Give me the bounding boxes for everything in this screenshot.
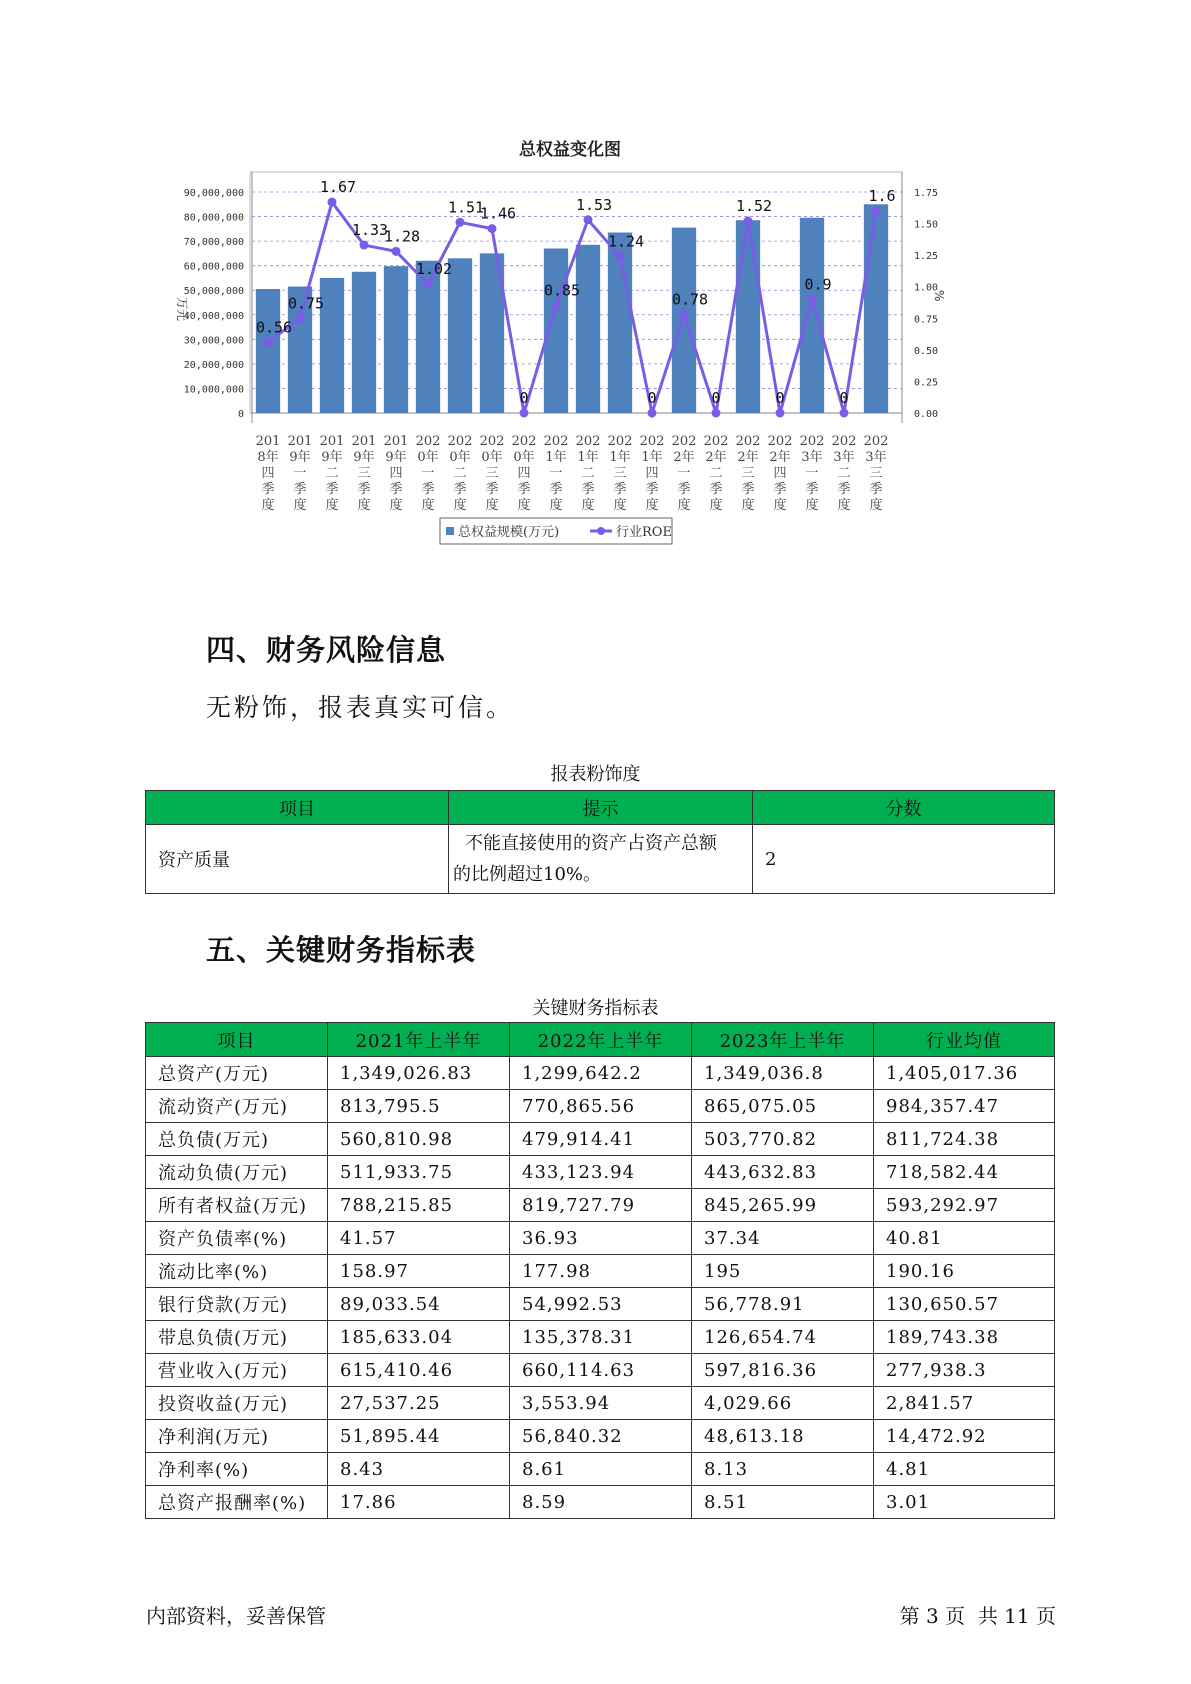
chart-bar (576, 245, 600, 413)
table-row (146, 1090, 1055, 1123)
kpi-item: 银行贷款(万元) (146, 1288, 328, 1321)
chart-y-left-tick: 90,000,000 (183, 188, 244, 199)
table-row (146, 1321, 1055, 1354)
chart-x-tick-label: 度 (805, 498, 819, 513)
chart-roe-point (392, 247, 401, 256)
kpi-item: 资产负债率(%) (146, 1222, 328, 1255)
chart-x-tick-label: 一 (549, 466, 563, 481)
kpi-2023: 37.34 (692, 1222, 874, 1255)
risk-hint-line2: 的比例超过10%。 (453, 864, 602, 885)
kpi-header-2022: 2022年上半年 (510, 1023, 692, 1057)
chart-x-tick-label: 度 (261, 498, 275, 513)
chart-roe-point (808, 295, 817, 304)
chart-legend-line-label: 行业ROE (616, 525, 672, 540)
chart-x-tick-label: 202 (415, 434, 441, 449)
risk-score: 2 (753, 825, 1055, 894)
kpi-table-header-row (146, 1023, 1055, 1057)
chart-x-tick-label: 一 (293, 466, 307, 481)
chart-x-tick-label: 季 (549, 482, 563, 497)
chart-x-tick-label: 度 (549, 498, 563, 513)
chart-x-tick-label: 度 (581, 498, 595, 513)
chart-roe-point (872, 206, 881, 215)
chart-x-tick-label: 四 (261, 466, 275, 481)
chart-x-tick-label: 二 (325, 466, 339, 481)
chart-data-label: 1.28 (383, 227, 421, 246)
chart-legend-bar-swatch (446, 527, 454, 535)
chart-roe-point (456, 218, 465, 227)
chart-x-tick-label: 2年 (705, 450, 727, 465)
chart-x-tick-label: 202 (447, 434, 473, 449)
kpi-2022: 3,553.94 (510, 1387, 692, 1420)
chart-x-tick-label: 0年 (449, 450, 471, 465)
chart-y-left-ticks (184, 188, 244, 420)
chart-roe-point (584, 215, 593, 224)
chart-y-left-tick: 10,000,000 (183, 384, 244, 396)
kpi-2021: 41.57 (328, 1222, 510, 1255)
kpi-2022: 770,865.56 (510, 1090, 692, 1123)
kpi-item: 投资收益(万元) (146, 1387, 328, 1420)
chart-x-tick-label: 9年 (385, 450, 407, 465)
chart-bar (352, 272, 376, 413)
chart-x-tick-label: 三 (869, 466, 883, 481)
kpi-2022: 56,840.32 (510, 1420, 692, 1453)
chart-y-left-tick: 20,000,000 (183, 359, 244, 371)
chart-x-tick-label: 8年 (257, 450, 279, 465)
chart-x-tick-label: 202 (831, 434, 857, 449)
kpi-header-industry-avg: 行业均值 (874, 1023, 1055, 1057)
chart-x-tick-label: 季 (517, 482, 531, 497)
chart-x-tick-label: 一 (421, 466, 435, 481)
chart-y-right-tick: 1.00 (914, 282, 939, 294)
kpi-industry-avg: 718,582.44 (874, 1156, 1055, 1189)
chart-x-tick-label: 0年 (417, 450, 439, 465)
kpi-item: 流动资产(万元) (146, 1090, 328, 1123)
chart-y-right-tick: 1.25 (914, 251, 939, 263)
chart-x-tick-label: 二 (581, 466, 595, 481)
chart-bar (672, 228, 696, 413)
chart-x-tick-label: 202 (799, 434, 825, 449)
chart-bar (448, 258, 472, 413)
kpi-item: 流动负债(万元) (146, 1156, 328, 1189)
chart-x-tick-label: 9年 (289, 450, 311, 465)
kpi-2021: 17.86 (328, 1486, 510, 1519)
chart-roe-point (296, 314, 305, 323)
chart-x-tick-label: 度 (709, 498, 723, 513)
chart-x-tick-label: 季 (453, 482, 467, 497)
chart-x-tick-label: 0年 (513, 450, 535, 465)
chart-data-label: 1.67 (319, 178, 357, 197)
risk-item: 资产质量 (146, 825, 449, 894)
kpi-item: 流动比率(%) (146, 1255, 328, 1288)
chart-x-ticks (256, 434, 889, 513)
chart-roe-point (744, 217, 753, 226)
risk-table (145, 790, 1055, 894)
kpi-2021: 813,795.5 (328, 1090, 510, 1123)
kpi-item: 总资产(万元) (146, 1057, 328, 1090)
chart-x-tick-label: 季 (805, 482, 819, 497)
kpi-2022: 135,378.31 (510, 1321, 692, 1354)
chart-x-tick-label: 202 (543, 434, 569, 449)
equity-change-chart (170, 130, 990, 590)
chart-x-tick-label: 202 (735, 434, 761, 449)
chart-legend-line-marker (597, 527, 605, 535)
kpi-2022: 8.59 (510, 1486, 692, 1519)
kpi-2022: 819,727.79 (510, 1189, 692, 1222)
chart-data-label: 0.78 (671, 290, 709, 309)
table-row (146, 1156, 1055, 1189)
kpi-industry-avg: 984,357.47 (874, 1090, 1055, 1123)
chart-x-tick-label: 202 (671, 434, 697, 449)
chart-bar (384, 266, 408, 413)
table-row (146, 1486, 1055, 1519)
chart-x-tick-label: 201 (351, 434, 377, 449)
chart-data-label: 1.02 (415, 260, 453, 279)
chart-x-tick-label: 度 (613, 498, 627, 513)
chart-x-tick-label: 201 (319, 434, 345, 449)
footer-left: 内部资料，妥善保管 (146, 1604, 326, 1628)
kpi-2021: 27,537.25 (328, 1387, 510, 1420)
section4-heading: 四、财务风险信息 (206, 633, 447, 667)
chart-bar (736, 220, 760, 413)
chart-ylabel-left: 万元 (175, 297, 189, 322)
chart-x-tick-label: 一 (805, 466, 819, 481)
chart-x-tick-label: 季 (581, 482, 595, 497)
chart-y-left-tick: 30,000,000 (183, 335, 244, 347)
chart-x-tick-label: 季 (677, 482, 691, 497)
kpi-2022: 433,123.94 (510, 1156, 692, 1189)
kpi-2022: 660,114.63 (510, 1354, 692, 1387)
chart-x-tick-label: 季 (613, 482, 627, 497)
chart-x-tick-label: 季 (709, 482, 723, 497)
chart-y-right-tick: 1.75 (914, 188, 939, 199)
kpi-2023: 845,265.99 (692, 1189, 874, 1222)
chart-roe-point (328, 198, 337, 207)
chart-y-right-ticks (914, 188, 938, 420)
risk-header-score: 分数 (753, 791, 1055, 825)
risk-hint (449, 825, 753, 894)
kpi-2021: 615,410.46 (328, 1354, 510, 1387)
chart-data-label: 0.75 (287, 294, 325, 313)
kpi-2021: 788,215.85 (328, 1189, 510, 1222)
kpi-2021: 89,033.54 (328, 1288, 510, 1321)
chart-bar (800, 218, 824, 413)
kpi-industry-avg: 2,841.57 (874, 1387, 1055, 1420)
chart-x-tick-label: 201 (287, 434, 313, 449)
kpi-2023: 8.13 (692, 1453, 874, 1486)
kpi-2022: 36.93 (510, 1222, 692, 1255)
chart-data-label: 0 (711, 389, 721, 407)
kpi-item: 净利润(万元) (146, 1420, 328, 1453)
chart-x-tick-label: 季 (325, 482, 339, 497)
chart-roe-point (616, 252, 625, 261)
chart-y-right-tick: 0.75 (914, 314, 939, 326)
chart-legend-bar-label: 总权益规模(万元) (458, 525, 560, 540)
table-row (146, 1189, 1055, 1222)
risk-header-item: 项目 (146, 791, 449, 825)
kpi-2021: 1,349,026.83 (328, 1057, 510, 1090)
risk-table-header-row (146, 791, 1055, 825)
chart-x-tick-label: 度 (517, 498, 531, 513)
chart-x-tick-label: 四 (517, 466, 531, 481)
kpi-2023: 4,029.66 (692, 1387, 874, 1420)
chart-data-label: 1.51 (447, 198, 485, 217)
chart-x-tick-label: 度 (869, 498, 883, 513)
risk-header-hint: 提示 (449, 791, 753, 825)
chart-x-tick-label: 季 (837, 482, 851, 497)
chart-x-tick-label: 202 (703, 434, 729, 449)
chart-x-tick-label: 一 (677, 466, 691, 481)
chart-data-label: 1.6 (868, 186, 896, 205)
chart-x-tick-label: 度 (421, 498, 435, 513)
kpi-2023: 48,613.18 (692, 1420, 874, 1453)
chart-x-tick-label: 季 (421, 482, 435, 497)
table-row (146, 1255, 1055, 1288)
kpi-2021: 8.43 (328, 1453, 510, 1486)
chart-x-tick-label: 三 (485, 466, 499, 481)
risk-table-caption: 报表粉饰度 (550, 764, 641, 785)
table-row (146, 1387, 1055, 1420)
table-row (146, 1057, 1055, 1090)
chart-x-tick-label: 度 (837, 498, 851, 513)
chart-roe-point (648, 409, 657, 418)
chart-legend (440, 518, 672, 544)
chart-x-tick-label: 3年 (865, 450, 887, 465)
chart-title: 总权益变化图 (519, 140, 621, 160)
chart-x-tick-label: 202 (607, 434, 633, 449)
table-row (146, 1354, 1055, 1387)
chart-roe-point (424, 280, 433, 289)
chart-x-tick-label: 9年 (321, 450, 343, 465)
chart-x-tick-label: 二 (837, 466, 851, 481)
chart-x-tick-label: 四 (645, 466, 659, 481)
kpi-2021: 560,810.98 (328, 1123, 510, 1156)
chart-x-tick-label: 1年 (641, 450, 663, 465)
chart-roe-point (264, 338, 273, 347)
chart-data-label: 0.9 (804, 275, 832, 294)
chart-x-tick-label: 季 (261, 482, 275, 497)
kpi-2023: 443,632.83 (692, 1156, 874, 1189)
chart-y-right-tick: 0.25 (914, 377, 939, 389)
chart-x-tick-label: 201 (383, 434, 409, 449)
chart-roe-point (488, 224, 497, 233)
chart-data-label: 0.56 (255, 318, 293, 337)
chart-y-right-tick: 1.50 (914, 219, 939, 231)
kpi-industry-avg: 811,724.38 (874, 1123, 1055, 1156)
kpi-2022: 1,299,642.2 (510, 1057, 692, 1090)
chart-x-tick-label: 三 (613, 466, 627, 481)
chart-x-tick-label: 季 (645, 482, 659, 497)
chart-roe-point (520, 409, 529, 418)
kpi-header-2021: 2021年上半年 (328, 1023, 510, 1057)
chart-x-tick-label: 度 (677, 498, 691, 513)
kpi-2023: 865,075.05 (692, 1090, 874, 1123)
chart-x-tick-label: 1年 (577, 450, 599, 465)
chart-data-label: 1.53 (575, 195, 613, 214)
chart-x-tick-label: 四 (773, 466, 787, 481)
chart-y-left-tick: 0 (237, 409, 244, 420)
kpi-industry-avg: 40.81 (874, 1222, 1055, 1255)
chart-x-tick-label: 季 (389, 482, 403, 497)
chart-x-tick-label: 202 (639, 434, 665, 449)
chart-x-tick-label: 季 (741, 482, 755, 497)
kpi-2023: 8.51 (692, 1486, 874, 1519)
chart-roe-point (776, 409, 785, 418)
chart-x-tick-label: 二 (709, 466, 723, 481)
kpi-industry-avg: 277,938.3 (874, 1354, 1055, 1387)
chart-x-tick-label: 季 (485, 482, 499, 497)
kpi-industry-avg: 14,472.92 (874, 1420, 1055, 1453)
section4-text: 无粉饰，报表真实可信。 (206, 693, 515, 722)
kpi-industry-avg: 1,405,017.36 (874, 1057, 1055, 1090)
kpi-2021: 185,633.04 (328, 1321, 510, 1354)
chart-x-tick-label: 二 (453, 466, 467, 481)
chart-data-label: 1.33 (351, 221, 389, 240)
kpi-2022: 479,914.41 (510, 1123, 692, 1156)
chart-data-label: 0 (775, 389, 785, 407)
chart-data-label: 0.85 (543, 281, 581, 300)
kpi-2023: 597,816.36 (692, 1354, 874, 1387)
chart-y-left-tick: 50,000,000 (183, 286, 244, 298)
section5-heading: 五、关键财务指标表 (206, 933, 477, 967)
kpi-industry-avg: 190.16 (874, 1255, 1055, 1288)
table-row (146, 1288, 1055, 1321)
kpi-table-caption: 关键财务指标表 (532, 998, 659, 1019)
chart-x-tick-label: 202 (863, 434, 889, 449)
chart-x-tick-label: 2年 (673, 450, 695, 465)
chart-y-right-tick: 0.50 (914, 345, 939, 357)
kpi-2021: 158.97 (328, 1255, 510, 1288)
chart-y-left-tick: 80,000,000 (183, 212, 244, 224)
chart-data-label: 1.24 (607, 232, 645, 251)
chart-x-tick-label: 度 (293, 498, 307, 513)
table-row (146, 825, 1055, 894)
chart-x-tick-label: 202 (511, 434, 537, 449)
table-row (146, 1222, 1055, 1255)
chart-x-tick-label: 季 (293, 482, 307, 497)
chart-roe-point (680, 310, 689, 319)
kpi-item: 所有者权益(万元) (146, 1189, 328, 1222)
chart-x-tick-label: 季 (869, 482, 883, 497)
footer-page-number: 第 3 页 共 11 页 (899, 1604, 1056, 1628)
table-row (146, 1123, 1055, 1156)
chart-data-label: 0 (519, 389, 529, 407)
kpi-2022: 177.98 (510, 1255, 692, 1288)
kpi-header-item: 项目 (146, 1023, 328, 1057)
kpi-2023: 195 (692, 1255, 874, 1288)
kpi-item: 带息负债(万元) (146, 1321, 328, 1354)
chart-x-tick-label: 四 (389, 466, 403, 481)
chart-x-tick-label: 1年 (545, 450, 567, 465)
kpi-2023: 126,654.74 (692, 1321, 874, 1354)
kpi-table (145, 1022, 1055, 1519)
chart-x-tick-label: 2年 (769, 450, 791, 465)
kpi-2021: 51,895.44 (328, 1420, 510, 1453)
chart-x-tick-label: 度 (645, 498, 659, 513)
chart-data-label: 1.46 (479, 204, 517, 223)
kpi-header-2023: 2023年上半年 (692, 1023, 874, 1057)
chart-x-tick-label: 度 (325, 498, 339, 513)
chart-x-tick-label: 度 (389, 498, 403, 513)
kpi-industry-avg: 130,650.57 (874, 1288, 1055, 1321)
chart-x-tick-label: 201 (255, 434, 281, 449)
chart-x-tick-label: 度 (357, 498, 371, 513)
chart-bar (256, 289, 280, 413)
kpi-item: 营业收入(万元) (146, 1354, 328, 1387)
chart-bars (256, 204, 888, 413)
chart-x-tick-label: 度 (741, 498, 755, 513)
chart-x-tick-label: 202 (575, 434, 601, 449)
kpi-2022: 8.61 (510, 1453, 692, 1486)
chart-x-tick-label: 三 (357, 466, 371, 481)
chart-x-tick-label: 9年 (353, 450, 375, 465)
chart-bar (864, 204, 888, 413)
kpi-item: 总资产报酬率(%) (146, 1486, 328, 1519)
chart-x-tick-label: 3年 (833, 450, 855, 465)
kpi-2021: 511,933.75 (328, 1156, 510, 1189)
kpi-industry-avg: 3.01 (874, 1486, 1055, 1519)
chart-data-label: 1.52 (735, 197, 773, 216)
kpi-industry-avg: 593,292.97 (874, 1189, 1055, 1222)
chart-x-tick-label: 度 (453, 498, 467, 513)
chart-roe-point (840, 409, 849, 418)
chart-roe-point (712, 409, 721, 418)
chart-roe-point (360, 241, 369, 250)
chart-x-tick-label: 度 (773, 498, 787, 513)
chart-x-tick-label: 季 (357, 482, 371, 497)
kpi-industry-avg: 189,743.38 (874, 1321, 1055, 1354)
table-row (146, 1420, 1055, 1453)
chart-x-tick-label: 0年 (481, 450, 503, 465)
chart-y-left-tick: 70,000,000 (183, 237, 244, 249)
kpi-industry-avg: 4.81 (874, 1453, 1055, 1486)
chart-roe-point (552, 301, 561, 310)
kpi-2023: 503,770.82 (692, 1123, 874, 1156)
chart-x-tick-label: 三 (741, 466, 755, 481)
chart-x-tick-label: 202 (479, 434, 505, 449)
chart-x-tick-label: 202 (767, 434, 793, 449)
chart-x-tick-label: 度 (485, 498, 499, 513)
chart-x-tick-label: 2年 (737, 450, 759, 465)
chart-x-tick-label: 1年 (609, 450, 631, 465)
kpi-2022: 54,992.53 (510, 1288, 692, 1321)
chart-data-label: 0 (839, 389, 849, 407)
chart-data-label: 0 (647, 389, 657, 407)
chart-y-right-tick: 0.00 (914, 409, 939, 420)
kpi-item: 净利率(%) (146, 1453, 328, 1486)
kpi-2023: 56,778.91 (692, 1288, 874, 1321)
chart-ylabel-right: % (932, 290, 946, 302)
chart-y-left-tick: 60,000,000 (183, 261, 244, 273)
risk-hint-line1: 不能直接使用的资产占资产总额 (465, 833, 717, 854)
kpi-item: 总负债(万元) (146, 1123, 328, 1156)
chart-y-left-tick: 40,000,000 (183, 310, 244, 322)
chart-x-tick-label: 3年 (801, 450, 823, 465)
chart-x-tick-label: 季 (773, 482, 787, 497)
kpi-2023: 1,349,036.8 (692, 1057, 874, 1090)
table-row (146, 1453, 1055, 1486)
